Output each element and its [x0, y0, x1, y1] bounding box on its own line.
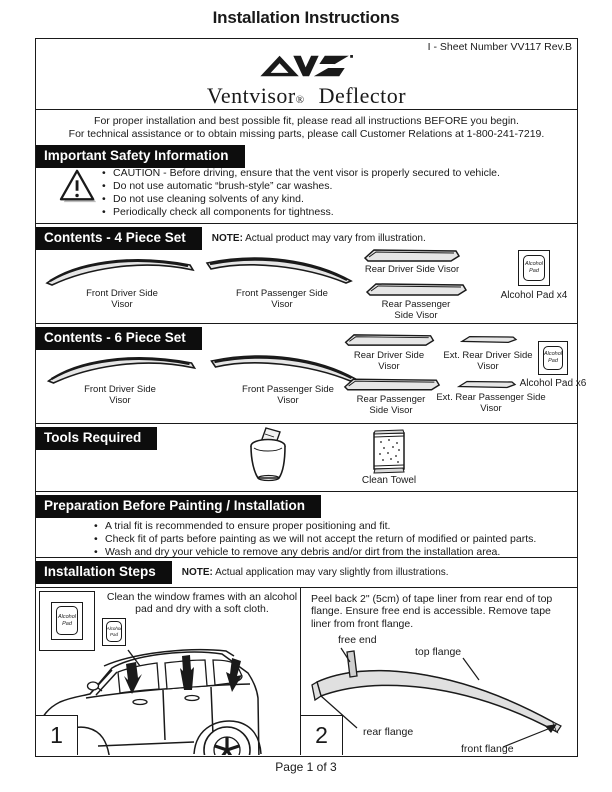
- alcohol-pad-icon: [538, 341, 568, 375]
- part-label: Rear Driver Side Visor: [353, 350, 425, 372]
- part-label: Ext. Rear Driver Side Visor: [443, 350, 533, 372]
- step-1-text: Clean the window frames with an alcohol pad and dry with a soft cloth.: [106, 590, 298, 616]
- diagram-label-front-flange: front flange: [461, 742, 514, 755]
- visor-ext-rear-driver-icon: [460, 335, 518, 344]
- page-footer: Page 1 of 3: [275, 760, 337, 774]
- prep-bullet-list: [94, 520, 564, 559]
- step-1-panel: [36, 588, 301, 755]
- alcohol-pad-icon-text: Alcohol Pad: [523, 255, 545, 282]
- note-text: Actual product may vary from illustration.: [245, 232, 426, 244]
- visor-rear-passenger-icon: [342, 377, 442, 392]
- tools-header-bar: Tools Required: [36, 427, 157, 450]
- part-label: Front Passenger Side Visor: [242, 384, 334, 406]
- product-title: [36, 83, 577, 109]
- prep-bullet: • Wash and dry your vehicle to remove any debris and/or dirt from the installation area.: [94, 546, 564, 559]
- safety-bullet: • Periodically check all components for tightness.: [102, 206, 562, 219]
- sheet-number: I - Sheet Number VV117 Rev.B: [427, 41, 572, 53]
- safety-bullet: • CAUTION - Before driving, ensure that the vent visor is properly secured to vehicle.: [102, 167, 562, 180]
- safety-header-bar: Important Safety Information: [36, 145, 245, 168]
- visor-rear-driver-icon: [362, 248, 462, 263]
- avs-logo-icon: [259, 52, 355, 80]
- towel-icon: [372, 428, 406, 474]
- prep-header-bar: Preparation Before Painting / Installation: [36, 495, 321, 518]
- visor-rear-passenger-icon: [364, 282, 469, 297]
- alcohol-pad-label: Alcohol Pad x4: [500, 290, 568, 301]
- alcohol-pad-icon: [518, 250, 550, 286]
- visor-rear-driver-icon: [342, 333, 437, 347]
- visor-front-passenger-icon: [206, 348, 361, 382]
- contents-4-header-bar: Contents - 4 Piece Set: [36, 227, 202, 250]
- step-2-panel: [301, 588, 577, 755]
- safety-section: [36, 109, 577, 223]
- part-label: Front Driver Side Visor: [86, 288, 158, 310]
- bucket-icon: [238, 426, 300, 484]
- prep-bullet: • Check fit of parts before painting as we will not accept the return of modified or painted parts.: [94, 533, 564, 546]
- diagram-label-top-flange: top flange: [415, 645, 462, 658]
- tools-section: [36, 423, 577, 491]
- contents-6-section: [36, 323, 587, 423]
- alcohol-pad-icon: [102, 618, 126, 646]
- step-number: 2: [301, 715, 343, 755]
- part-label: Front Passenger Side Visor: [236, 288, 328, 310]
- safety-bullet: • Do not use automatic “brush-style” car washes.: [102, 180, 562, 193]
- note-label: NOTE:: [181, 566, 213, 578]
- part-label: Rear Driver Side Visor: [364, 264, 460, 275]
- registered-mark: ®: [295, 94, 305, 106]
- steps-header-bar: Installation Steps: [36, 561, 172, 584]
- visor-front-driver-icon: [44, 250, 196, 286]
- alcohol-pad-icon-text: Alcohol Pad: [543, 346, 564, 371]
- visor-ext-rear-passenger-icon: [456, 380, 518, 389]
- prep-bullet: • A trial fit is recommended to ensure proper positioning and fit.: [94, 520, 564, 533]
- alcohol-pad-icon-text: Alcohol Pad: [106, 621, 122, 641]
- part-label: Ext. Rear Passenger Side Visor: [436, 392, 546, 414]
- product-type: Deflector: [318, 83, 407, 108]
- warning-triangle-icon: [58, 168, 98, 204]
- alcohol-pad-label: Alcohol Pad x6: [519, 378, 587, 389]
- header-section: [36, 39, 577, 109]
- alcohol-pad-icon: [51, 602, 83, 640]
- safety-bullet-list: [102, 167, 562, 219]
- sheet-border-box: [35, 38, 587, 757]
- note-label: NOTE:: [211, 232, 243, 244]
- alcohol-pad-icon-text: Alcohol Pad: [56, 606, 78, 634]
- safety-bullet: • Do not use cleaning solvents of any kind.: [102, 193, 562, 206]
- prep-section: [36, 491, 577, 557]
- diagram-label-free-end: free end: [338, 633, 377, 646]
- part-label: Rear Passenger Side Visor: [381, 299, 451, 321]
- doc-title: Installation Instructions: [212, 8, 400, 27]
- product-name: Ventvisor: [206, 83, 296, 108]
- note-text: Actual application may vary slightly from illustrations.: [215, 566, 449, 578]
- step-number: 1: [36, 715, 78, 755]
- visor-front-driver-icon: [44, 348, 199, 384]
- contents-6-header-bar: Contents - 6 Piece Set: [36, 327, 202, 350]
- diagram-label-rear-flange: rear flange: [363, 725, 414, 738]
- part-label: Front Driver Side Visor: [84, 384, 156, 406]
- towel-label: Clean Towel: [361, 475, 417, 486]
- alcohol-pad-frame: [39, 591, 95, 651]
- steps-section: [36, 557, 577, 755]
- contents-4-section: [36, 223, 577, 323]
- step-2-text: Peel back 2" (5cm) of tape liner from rear end of top flange. Ensure free end is accessible. Remove tape liner from front flange.: [311, 592, 553, 630]
- part-label: Rear Passenger Side Visor: [356, 394, 426, 416]
- intro-line-2: For technical assistance or to obtain missing parts, please call Customer Relations at 1-800-241-7219.: [68, 128, 545, 140]
- intro-line-1: For proper installation and best possible fit, please read all instructions BEFORE you begin.: [94, 115, 519, 127]
